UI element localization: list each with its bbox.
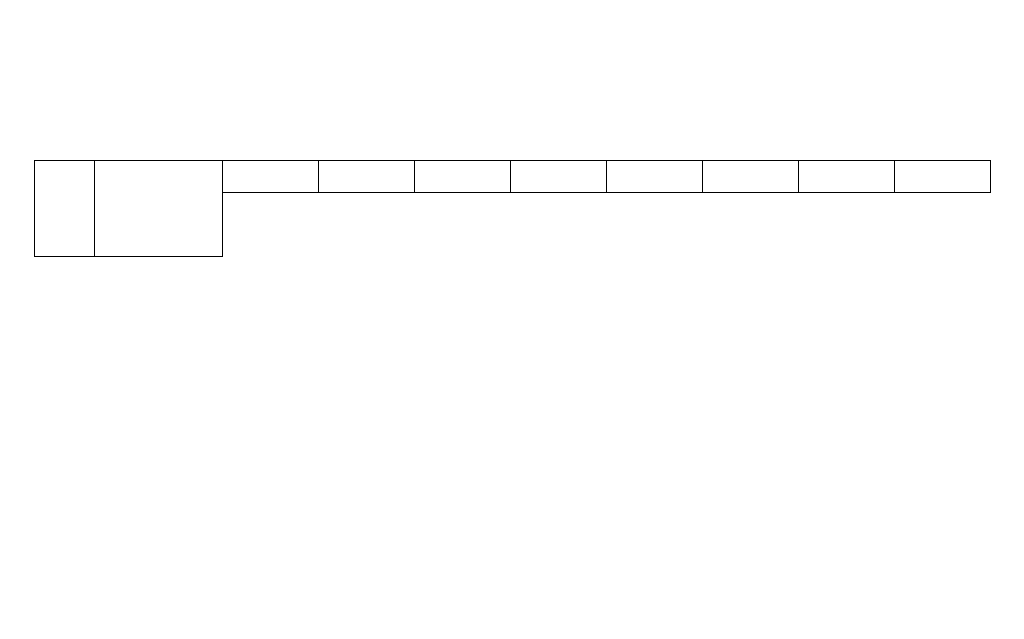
product-header xyxy=(415,161,511,193)
product-header xyxy=(223,161,319,193)
product-header xyxy=(607,161,703,193)
table-header xyxy=(35,161,991,257)
product-header xyxy=(511,161,607,193)
product-header xyxy=(319,161,415,193)
product-header xyxy=(895,161,991,193)
region-header xyxy=(95,161,223,257)
price-table xyxy=(34,160,991,257)
product-header xyxy=(799,161,895,193)
product-header xyxy=(703,161,799,193)
zone-header xyxy=(35,161,95,257)
